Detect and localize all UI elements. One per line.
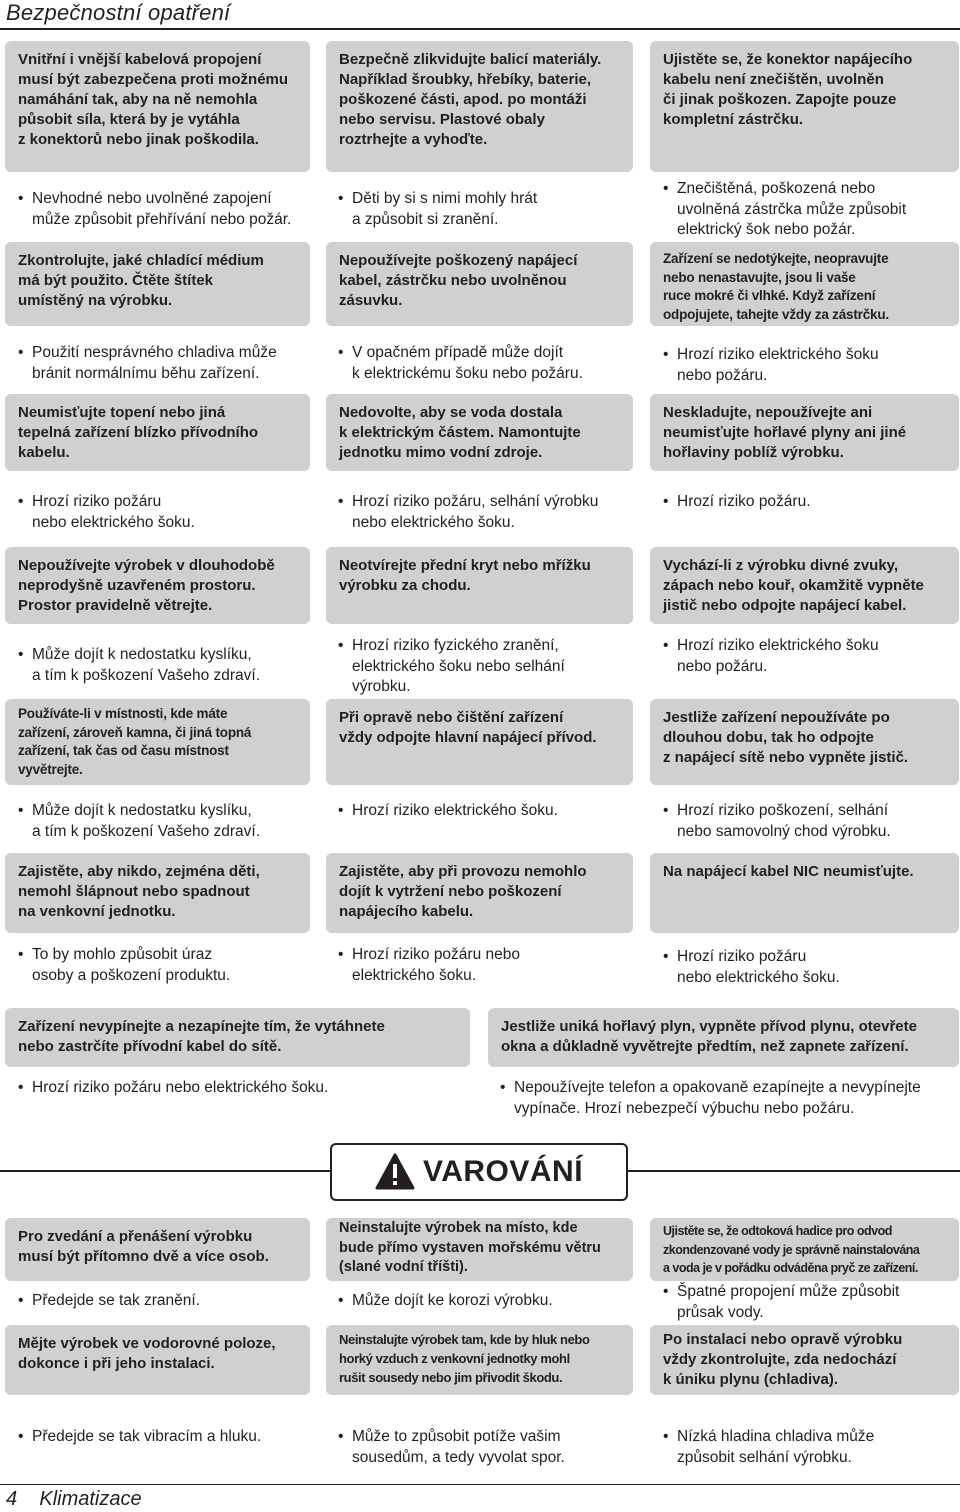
safety-note-box: Neumisťujte topení nebo jiná tepelná zařízení blízko přívodního kabelu. (5, 394, 310, 471)
consequence-bullet: • Může dojít k nedostatku kyslíku, a tím k poškození Vašeho zdraví. (18, 645, 318, 686)
safety-note-box: Nepoužívejte poškozený napájecí kabel, zástrčku nebo uvolněnou zásuvku. (326, 242, 633, 326)
safety-note-box: Zajistěte, aby při provozu nemohlo dojít k vytržení nebo poškození napájecího kabelu. (326, 853, 633, 933)
footer-label: Klimatizace (39, 1488, 142, 1510)
safety-note-box: Po instalaci nebo opravě výrobku vždy zkontrolujte, zda nedochází k úniku plynu (chladiva). (650, 1325, 959, 1395)
safety-note-box: Jestliže uniká hořlavý plyn, vypněte přívod plynu, otevřete okna a důkladně vyvětrejte předtím, než zapnete zařízení. (488, 1008, 959, 1067)
safety-note-box: Vnitřní i vnější kabelová propojení musí být zabezpečena proti možnému namáhání tak, aby na ně nemohla působit síla, která by je vytáhla z konektorů nebo jinak poškodila. (5, 41, 310, 172)
safety-note-box: Neinstalujte výrobek na místo, kde bude přímo vystaven mořskému větru (slané vodní tříšti). (326, 1218, 633, 1281)
consequence-bullet: • Děti by si s nimi mohly hrát a způsobit si zranění. (338, 189, 638, 230)
title-rule (0, 28, 960, 30)
page-number: 4 (6, 1488, 18, 1510)
page-title: Bezpečnostní opatření (6, 0, 231, 25)
safety-note-box: Nedovolte, aby se voda dostala k elektrickým částem. Namontujte jednotku mimo vodní zdroje. (326, 394, 633, 471)
safety-note-box: Ujistěte se, že konektor napájecího kabelu není znečištěn, uvolněn či jinak poškozen. Zapojte pouze kompletní zástrčku. (650, 41, 959, 172)
safety-note-box: Zkontrolujte, jaké chladící médium má být použito. Čtěte štítek umístěný na výrobku. (5, 242, 310, 326)
consequence-bullet: • Nevhodné nebo uvolněné zapojení může způsobit přehřívání nebo požár. (18, 189, 318, 230)
warning-triangle-icon (375, 1153, 415, 1191)
safety-note-box: Nepoužívejte výrobek v dlouhodobě neprodyšně uzavřeném prostoru. Prostor pravidelně větrejte. (5, 547, 310, 624)
consequence-bullet: • Předejde se tak zranění. (18, 1291, 318, 1312)
consequence-bullet: • Předejde se tak vibracím a hluku. (18, 1427, 318, 1448)
safety-note-box: Neinstalujte výrobek tam, kde by hluk nebo horký vzduch z venkovní jednotky mohl rušit sousedy nebo jim přivodit škodu. (326, 1325, 633, 1395)
consequence-bullet: • Hrozí riziko požáru nebo elektrického šoku. (18, 1078, 468, 1099)
safety-note-box: Ujistěte se, že odtoková hadice pro odvod zkondenzované vody je správně nainstalována a voda je v pořádku odváděna pryč ze zařízení. (650, 1218, 959, 1281)
warning-title: VAROVÁNÍ (422, 1155, 584, 1188)
safety-note-box: Jestliže zařízení nepoužíváte po dlouhou dobu, tak ho odpojte z napájecí sítě nebo vypněte jistič. (650, 699, 959, 785)
safety-note-box: Mějte výrobek ve vodorovné poloze, dokonce i při jeho instalaci. (5, 1325, 310, 1395)
consequence-bullet: • Hrozí riziko požáru. (663, 492, 958, 513)
footer (6, 1488, 142, 1511)
consequence-bullet: • Může to způsobit potíže vašim sousedům, a tedy vyvolat spor. (338, 1427, 638, 1468)
consequence-bullet: • Hrozí riziko požáru nebo elektrického šoku. (663, 947, 958, 988)
safety-note-box: Zařízení nevypínejte a nezapínejte tím, že vytáhnete nebo zastrčíte přívodní kabel do sítě. (5, 1008, 470, 1067)
consequence-bullet: • Nízká hladina chladiva může způsobit selhání výrobku. (663, 1427, 958, 1468)
consequence-bullet: • Špatné propojení může způsobit průsak vody. (663, 1282, 958, 1323)
consequence-bullet: • Hrozí riziko elektrického šoku nebo požáru. (663, 636, 958, 677)
safety-note-box: Zařízení se nedotýkejte, neopravujte nebo nenastavujte, jsou li vaše ruce mokré či vlhké. Když zařízení odpojujete, tahejte vždy za zástrčku. (650, 242, 959, 326)
warning-heading (330, 1143, 628, 1201)
safety-note-box: Zajistěte, aby nikdo, zejména děti, nemohl šlápnout nebo spadnout na venkovní jednotku. (5, 853, 310, 933)
safety-note-box: Pro zvedání a přenášení výrobku musí být přítomno dvě a více osob. (5, 1218, 310, 1281)
safety-note-box: Neskladujte, nepoužívejte ani neumisťujte hořlavé plyny ani jiné hořlaviny poblíž výrobku. (650, 394, 959, 471)
consequence-bullet: • Hrozí riziko požáru nebo elektrického šoku. (338, 945, 638, 986)
consequence-bullet: • Nepoužívejte telefon a opakovaně ezapínejte a nevypínejte vypínače. Hrozí nebezpečí výbuchu nebo požáru. (500, 1078, 958, 1119)
safety-note-box: Bezpečně zlikvidujte balicí materiály. Například šroubky, hřebíky, baterie, poškozené části, apod. po montáži nebo servisu. Plastové obaly roztrhejte a vyhoďte. (326, 41, 633, 172)
safety-note-box: Používáte-li v místnosti, kde máte zařízení, zároveň kamna, či jiná topná zařízení, tak čas od času místnost vyvětrejte. (5, 699, 310, 785)
consequence-bullet: • To by mohlo způsobit úraz osoby a poškození produktu. (18, 945, 318, 986)
consequence-bullet: • Použití nesprávného chladiva může bránit normálnímu běhu zařízení. (18, 343, 318, 384)
consequence-bullet: • Může dojít ke korozi výrobku. (338, 1291, 638, 1312)
safety-note-box: Na napájecí kabel NIC neumisťujte. (650, 853, 959, 933)
consequence-bullet: • Hrozí riziko elektrického šoku nebo požáru. (663, 345, 958, 386)
safety-note-box: Při opravě nebo čištění zařízení vždy odpojte hlavní napájecí přívod. (326, 699, 633, 785)
safety-note-box: Vychází-li z výrobku divné zvuky, zápach nebo kouř, okamžitě vypněte jistič nebo odpojte napájecí kabel. (650, 547, 959, 624)
consequence-bullet: • Hrozí riziko fyzického zranění, elektrického šoku nebo selhání výrobku. (338, 636, 638, 698)
consequence-bullet: • Hrozí riziko poškození, selhání nebo samovolný chod výrobku. (663, 801, 958, 842)
consequence-bullet: • V opačném případě může dojít k elektrickému šoku nebo požáru. (338, 343, 638, 384)
consequence-bullet: • Může dojít k nedostatku kyslíku, a tím k poškození Vašeho zdraví. (18, 801, 318, 842)
footer-rule (0, 1484, 960, 1485)
consequence-bullet: • Hrozí riziko požáru nebo elektrického šoku. (18, 492, 318, 533)
consequence-bullet: • Hrozí riziko elektrického šoku. (338, 801, 638, 822)
consequence-bullet: • Znečištěná, poškozená nebo uvolněná zástrčka může způsobit elektrický šok nebo požár. (663, 179, 958, 241)
consequence-bullet: • Hrozí riziko požáru, selhání výrobku nebo elektrického šoku. (338, 492, 638, 533)
safety-note-box: Neotvírejte přední kryt nebo mřížku výrobku za chodu. (326, 547, 633, 624)
